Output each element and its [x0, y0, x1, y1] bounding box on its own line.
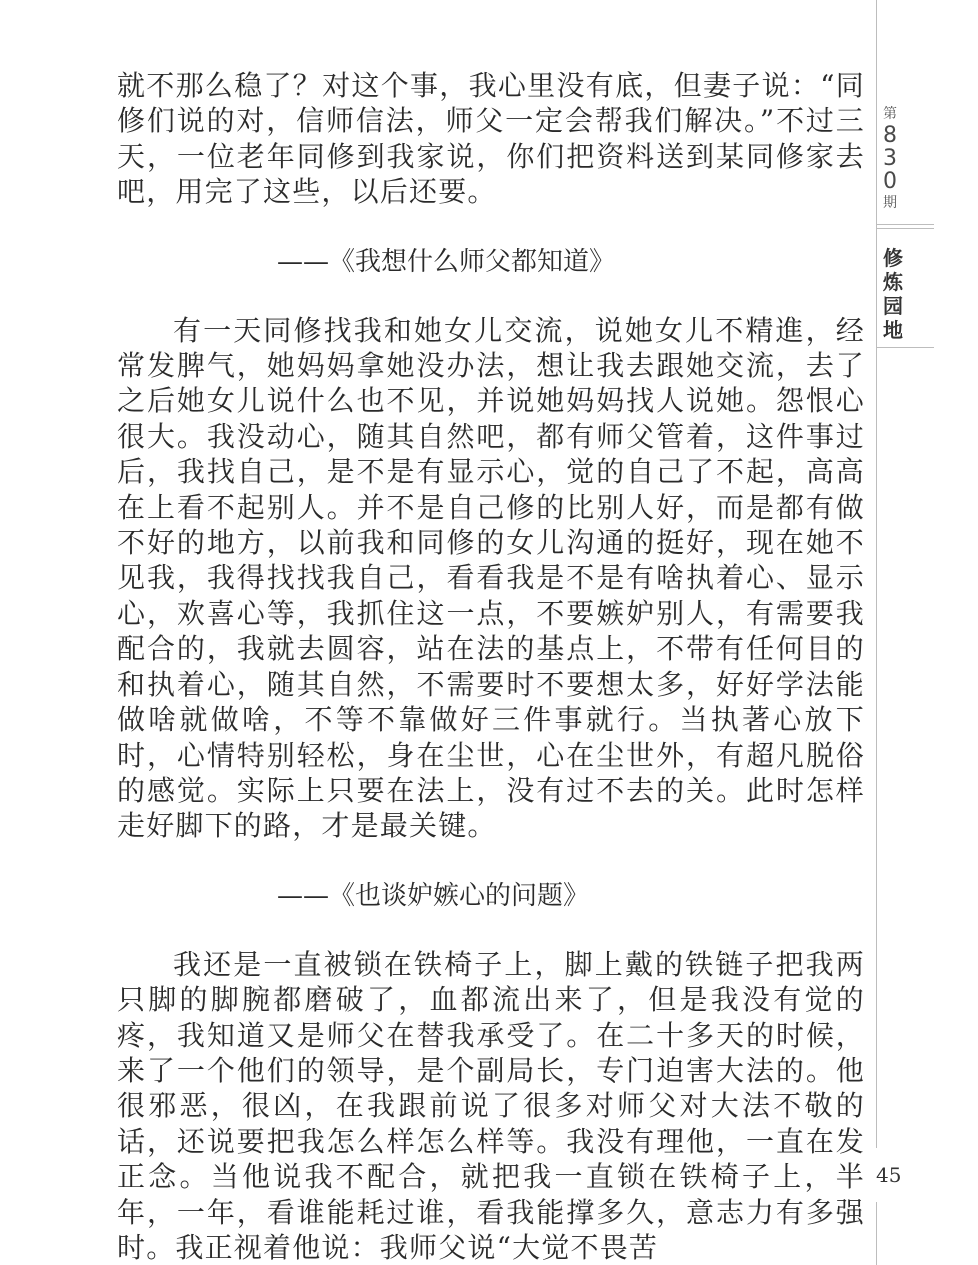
- issue-prefix: 第: [883, 106, 897, 122]
- paragraph: 就不那么稳了？对这个事，我心里没有底，但妻子说：“同修们说的对，信师信法，师父一定会帮我们解决。”不过三天，一位老年同修到我家说，你们把资料送到某同修家去吧，用完了这些，以后还要。: [117, 69, 865, 209]
- column-title-char: 炼: [883, 270, 903, 294]
- issue-digit: 3: [883, 146, 897, 171]
- article-source: ——《我想什么师父都知道》: [277, 246, 616, 277]
- margin-rule: [876, 0, 877, 1148]
- issue-number: [878, 104, 902, 213]
- issue-digit: 8: [883, 123, 897, 148]
- issue-suffix: 期: [883, 195, 897, 211]
- column-title-char: 园: [883, 294, 903, 318]
- column-title-char: 地: [883, 318, 903, 342]
- article-body: [117, 68, 865, 1265]
- divider: [876, 224, 934, 225]
- article-source: ——《也谈妒嫉心的问题》: [277, 880, 590, 911]
- page-number: 45: [876, 1163, 902, 1187]
- paragraph: 我还是一直被锁在铁椅子上，脚上戴的铁链子把我两只脚的脚腕都磨破了，血都流出来了，但是我没有觉的疼，我知道又是师父在替我承受了。在二十多天的时候，来了一个他们的领导，是个副局长，专门迫害大法的。他很邪恶，很凶，在我跟前说了很多对师父对大法不敬的话，还说要把我怎么样怎么样等。我没有理他，一直在发正念。当他说我不配合，就把我一直锁在铁椅子上，半年，一年，看谁能耗过谁，看我能撑多久，意志力有多强时。我正视着他说：我师父说“大觉不畏苦: [117, 947, 865, 1264]
- column-title: [880, 246, 906, 342]
- column-title-char: 修: [883, 246, 903, 270]
- margin-rule: [876, 1202, 877, 1265]
- paragraph: 有一天同修找我和她女儿交流，说她女儿不精進，经常发脾气，她妈妈拿她没办法，想让我去跟她交流，去了之后她女儿说什么也不见，并说她妈妈找人说她。怨恨心很大。我没动心，随其自然吧，都有师父管着，这件事过后，我找自己，是不是有显示心，觉的自己了不起，高高在上看不起别人。并不是自己修的比别人好，而是都有做不好的地方，以前我和同修的女儿沟通的挺好，现在她不见我，我得找找我自己，看看我是不是有啥执着心、显示心，欢喜心等，我抓住这一点，不要嫉妒别人，有需要我配合的，我就去圆容，站在法的基点上，不带有任何目的和执着心，随其自然，不需要时不要想太多，好好学法能做啥就做啥，不等不靠做好三件事就行。当执著心放下时，心情特别轻松，身在尘世，心在尘世外，有超凡脱俗的感觉。实际上只要在法上，没有过不去的关。此时怎样走好脚下的路，才是最关键。: [117, 313, 865, 843]
- issue-digit: 0: [883, 169, 897, 194]
